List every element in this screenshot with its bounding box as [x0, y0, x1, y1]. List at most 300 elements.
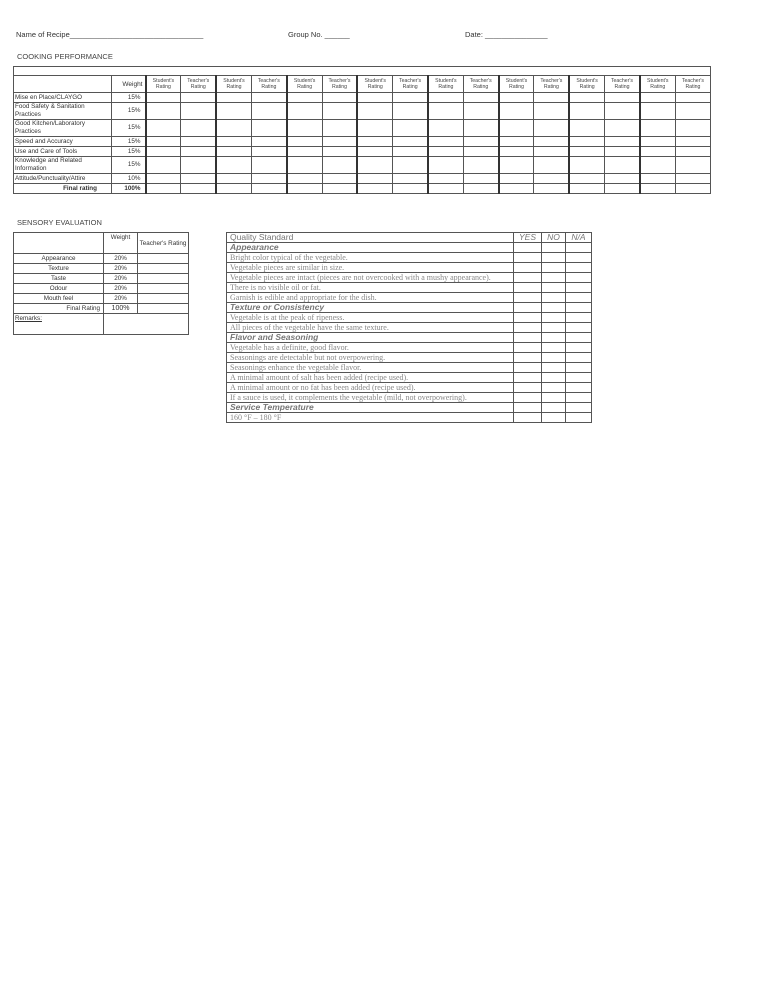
teacher-rating-cell[interactable]: [605, 157, 640, 174]
final-rating-label: Final rating: [14, 184, 112, 194]
student-rating-cell[interactable]: [569, 174, 604, 184]
section-blank-cell: [566, 243, 592, 253]
student-rating-cell[interactable]: [146, 157, 181, 174]
teacher-final-cell[interactable]: [393, 184, 428, 194]
student-rating-cell[interactable]: [640, 103, 675, 120]
teacher-rating-cell[interactable]: [251, 147, 286, 157]
student-rating-cell[interactable]: [640, 93, 675, 103]
student-final-cell[interactable]: [216, 184, 251, 194]
teacher-rating-cell[interactable]: [605, 174, 640, 184]
student-rating-cell[interactable]: [569, 93, 604, 103]
perf-criterion: Speed and Accuracy: [14, 137, 112, 147]
teacher-final-cell[interactable]: [181, 184, 216, 194]
quality-criterion: Garnish is edible and appropriate for the dish.: [227, 293, 514, 303]
teacher-rating-header: Teacher's Rating: [181, 76, 216, 93]
teacher-rating-header: Teacher's Rating: [534, 76, 569, 93]
teacher-rating-cell[interactable]: [181, 103, 216, 120]
no-checkbox[interactable]: [542, 393, 566, 403]
qual-section-row: [227, 403, 592, 413]
teacher-rating-cell[interactable]: [463, 174, 498, 184]
student-rating-cell[interactable]: [146, 147, 181, 157]
teacher-final-cell[interactable]: [463, 184, 498, 194]
yes-checkbox[interactable]: [514, 313, 542, 323]
sens-criterion: Odour: [14, 284, 104, 294]
sens-criteria-header: [14, 233, 104, 254]
student-rating-cell[interactable]: [216, 120, 251, 137]
student-rating-cell[interactable]: [499, 137, 534, 147]
yes-checkbox[interactable]: [514, 413, 542, 423]
teacher-rating-cell[interactable]: [463, 157, 498, 174]
teacher-rating-cell[interactable]: [393, 137, 428, 147]
teacher-rating-cell[interactable]: [251, 137, 286, 147]
quality-section-title: Texture or Consistency: [227, 303, 514, 313]
student-rating-cell[interactable]: [640, 174, 675, 184]
teacher-rating-cell[interactable]: [534, 120, 569, 137]
sens-weight: 20%: [104, 254, 138, 264]
teacher-rating-cell[interactable]: [534, 147, 569, 157]
qual-section-row: [227, 303, 592, 313]
no-checkbox[interactable]: [542, 363, 566, 373]
sens-header-row: [14, 233, 189, 254]
teacher-rating-cell[interactable]: [251, 103, 286, 120]
section-blank-cell: [542, 403, 566, 413]
student-rating-cell[interactable]: [499, 103, 534, 120]
yes-checkbox[interactable]: [514, 293, 542, 303]
perf-row: [14, 174, 711, 184]
sens-weight-header: Weight: [104, 233, 138, 254]
student-rating-cell[interactable]: [357, 93, 392, 103]
no-header: NO: [542, 233, 566, 243]
quality-criterion: 160 °F – 180 °F: [227, 413, 514, 423]
perf-header-row: [14, 76, 711, 93]
student-rating-cell[interactable]: [287, 120, 322, 137]
cooking-performance-title: COOKING PERFORMANCE: [17, 52, 113, 61]
student-rating-cell[interactable]: [357, 120, 392, 137]
qual-header-row: [227, 233, 592, 243]
student-rating-cell[interactable]: [146, 120, 181, 137]
student-final-cell[interactable]: [428, 184, 463, 194]
teacher-rating-cell[interactable]: [322, 174, 357, 184]
quality-standard-header: Quality Standard: [227, 233, 514, 243]
yes-checkbox[interactable]: [514, 373, 542, 383]
sens-criterion: Taste: [14, 274, 104, 284]
student-rating-cell[interactable]: [146, 137, 181, 147]
student-rating-cell[interactable]: [357, 103, 392, 120]
qual-item-row: [227, 343, 592, 353]
student-rating-cell[interactable]: [216, 137, 251, 147]
no-checkbox[interactable]: [542, 383, 566, 393]
na-checkbox[interactable]: [566, 273, 592, 283]
teacher-rating-cell[interactable]: [181, 93, 216, 103]
student-rating-cell[interactable]: [287, 103, 322, 120]
perf-weight: 15%: [112, 103, 146, 120]
quality-criterion: Vegetable is at the peak of ripeness.: [227, 313, 514, 323]
teacher-rating-cell[interactable]: [534, 157, 569, 174]
perf-row: [14, 147, 711, 157]
student-rating-cell[interactable]: [428, 174, 463, 184]
na-checkbox[interactable]: [566, 343, 592, 353]
final-rating-weight: 100%: [112, 184, 146, 194]
section-blank-cell: [514, 303, 542, 313]
no-checkbox[interactable]: [542, 313, 566, 323]
teacher-rating-cell[interactable]: [322, 103, 357, 120]
student-rating-cell[interactable]: [569, 103, 604, 120]
student-rating-cell[interactable]: [569, 137, 604, 147]
student-rating-cell[interactable]: [287, 157, 322, 174]
yes-checkbox[interactable]: [514, 343, 542, 353]
student-rating-cell[interactable]: [146, 93, 181, 103]
qual-item-row: [227, 283, 592, 293]
qual-item-row: [227, 363, 592, 373]
quality-criterion: Vegetable pieces are similar in size.: [227, 263, 514, 273]
teacher-rating-cell[interactable]: [675, 137, 711, 147]
perf-weight: 15%: [112, 120, 146, 137]
na-checkbox[interactable]: [566, 253, 592, 263]
na-checkbox[interactable]: [566, 353, 592, 363]
yes-checkbox[interactable]: [514, 383, 542, 393]
student-rating-cell[interactable]: [569, 157, 604, 174]
student-rating-cell[interactable]: [357, 157, 392, 174]
sens-row: [14, 274, 189, 284]
perf-row: [14, 93, 711, 103]
student-final-cell[interactable]: [499, 184, 534, 194]
no-checkbox[interactable]: [542, 413, 566, 423]
quality-section-title: Flavor and Seasoning: [227, 333, 514, 343]
student-rating-cell[interactable]: [216, 93, 251, 103]
student-rating-header: Student's Rating: [216, 76, 251, 93]
teacher-rating-cell[interactable]: [675, 147, 711, 157]
yes-checkbox[interactable]: [514, 393, 542, 403]
quality-criterion: Vegetable has a definite, good flavor.: [227, 343, 514, 353]
teacher-rating-cell[interactable]: [393, 120, 428, 137]
perf-criterion: Use and Care of Tools: [14, 147, 112, 157]
student-final-cell[interactable]: [640, 184, 675, 194]
teacher-rating-cell[interactable]: [251, 174, 286, 184]
sens-row: [14, 284, 189, 294]
section-blank-cell: [542, 303, 566, 313]
section-blank-cell: [542, 333, 566, 343]
sens-weight: 20%: [104, 274, 138, 284]
group-number-field[interactable]: Group No. ______: [288, 30, 350, 39]
teacher-rating-cell[interactable]: [675, 174, 711, 184]
student-rating-cell[interactable]: [499, 157, 534, 174]
teacher-rating-cell[interactable]: [605, 137, 640, 147]
student-rating-cell[interactable]: [287, 93, 322, 103]
student-rating-cell[interactable]: [287, 147, 322, 157]
sens-rating-cell[interactable]: [138, 294, 189, 304]
student-final-cell[interactable]: [357, 184, 392, 194]
sens-row: [14, 264, 189, 274]
perf-row: [14, 120, 711, 137]
teacher-rating-header: Teacher's Rating: [322, 76, 357, 93]
yes-checkbox[interactable]: [514, 353, 542, 363]
sens-remarks-row: [14, 314, 189, 335]
no-checkbox[interactable]: [542, 283, 566, 293]
sens-weight: 20%: [104, 294, 138, 304]
section-blank-cell: [514, 403, 542, 413]
na-checkbox[interactable]: [566, 383, 592, 393]
yes-header: YES: [514, 233, 542, 243]
student-rating-header: Student's Rating: [428, 76, 463, 93]
quality-standard-table: [226, 232, 592, 423]
student-final-cell[interactable]: [287, 184, 322, 194]
perf-row: [14, 103, 711, 120]
sens-final-cell[interactable]: [138, 304, 189, 314]
quality-criterion: A minimal amount of salt has been added (recipe used).: [227, 373, 514, 383]
qual-item-row: [227, 313, 592, 323]
recipe-name-field[interactable]: Name of Recipe________________________________: [16, 30, 204, 39]
section-blank-cell: [542, 243, 566, 253]
quality-criterion: Seasonings enhance the vegetable flavor.: [227, 363, 514, 373]
teacher-rating-cell[interactable]: [181, 137, 216, 147]
teacher-rating-cell[interactable]: [534, 174, 569, 184]
teacher-rating-cell[interactable]: [322, 137, 357, 147]
perf-criterion: Mise en Place/CLAYGO: [14, 93, 112, 103]
teacher-rating-cell[interactable]: [463, 137, 498, 147]
teacher-rating-cell[interactable]: [393, 103, 428, 120]
student-rating-cell[interactable]: [216, 157, 251, 174]
sens-final-weight: 100%: [104, 304, 138, 314]
na-checkbox[interactable]: [566, 293, 592, 303]
student-rating-cell[interactable]: [640, 137, 675, 147]
teacher-rating-header: Teacher's Rating: [675, 76, 711, 93]
quality-criterion: If a sauce is used, it complements the vegetable (mild, not overpowering).: [227, 393, 514, 403]
student-rating-header: Student's Rating: [499, 76, 534, 93]
teacher-rating-cell[interactable]: [534, 137, 569, 147]
teacher-rating-cell[interactable]: [463, 103, 498, 120]
perf-weight: 15%: [112, 137, 146, 147]
student-rating-cell[interactable]: [357, 137, 392, 147]
teacher-rating-cell[interactable]: [675, 157, 711, 174]
teacher-rating-cell[interactable]: [181, 157, 216, 174]
perf-criterion: Good Kitchen/Laboratory Practices: [14, 120, 112, 137]
teacher-rating-cell[interactable]: [251, 157, 286, 174]
teacher-rating-cell[interactable]: [181, 174, 216, 184]
na-checkbox[interactable]: [566, 283, 592, 293]
teacher-final-cell[interactable]: [534, 184, 569, 194]
section-blank-cell: [566, 403, 592, 413]
teacher-final-cell[interactable]: [322, 184, 357, 194]
teacher-rating-cell[interactable]: [393, 157, 428, 174]
teacher-rating-cell[interactable]: [322, 147, 357, 157]
teacher-final-cell[interactable]: [251, 184, 286, 194]
section-blank-cell: [566, 303, 592, 313]
teacher-rating-header: Teacher's Rating: [393, 76, 428, 93]
quality-criterion: Vegetable pieces are intact (pieces are not overcooked with a mushy appearance).: [227, 273, 514, 283]
perf-weight: 10%: [112, 174, 146, 184]
teacher-rating-cell[interactable]: [675, 103, 711, 120]
teacher-rating-cell[interactable]: [393, 93, 428, 103]
teacher-rating-cell[interactable]: [534, 93, 569, 103]
perf-top-blank: [14, 67, 711, 76]
perf-top-row: [14, 67, 711, 76]
qual-item-row: [227, 263, 592, 273]
teacher-rating-cell[interactable]: [181, 147, 216, 157]
student-rating-cell[interactable]: [499, 174, 534, 184]
teacher-rating-cell[interactable]: [251, 93, 286, 103]
quality-section-title: Service Temperature: [227, 403, 514, 413]
criteria-header-cell: [14, 76, 112, 93]
teacher-rating-cell[interactable]: [393, 147, 428, 157]
no-checkbox[interactable]: [542, 373, 566, 383]
student-rating-cell[interactable]: [146, 103, 181, 120]
qual-item-row: [227, 253, 592, 263]
student-rating-cell[interactable]: [216, 103, 251, 120]
no-checkbox[interactable]: [542, 353, 566, 363]
perf-weight: 15%: [112, 93, 146, 103]
yes-checkbox[interactable]: [514, 273, 542, 283]
student-rating-cell[interactable]: [216, 174, 251, 184]
no-checkbox[interactable]: [542, 253, 566, 263]
teacher-rating-cell[interactable]: [675, 120, 711, 137]
na-checkbox[interactable]: [566, 313, 592, 323]
sens-criterion: Texture: [14, 264, 104, 274]
sens-criterion: Appearance: [14, 254, 104, 264]
no-checkbox[interactable]: [542, 343, 566, 353]
teacher-rating-cell[interactable]: [322, 157, 357, 174]
qual-item-row: [227, 293, 592, 303]
no-checkbox[interactable]: [542, 323, 566, 333]
yes-checkbox[interactable]: [514, 263, 542, 273]
sens-row: [14, 294, 189, 304]
perf-row: [14, 137, 711, 147]
sens-rating-cell[interactable]: [138, 274, 189, 284]
student-rating-cell[interactable]: [357, 147, 392, 157]
na-checkbox[interactable]: [566, 413, 592, 423]
perf-final-row: [14, 184, 711, 194]
student-rating-cell[interactable]: [428, 103, 463, 120]
na-checkbox[interactable]: [566, 393, 592, 403]
student-final-cell[interactable]: [146, 184, 181, 194]
sensory-evaluation-title: SENSORY EVALUATION: [17, 218, 102, 227]
qual-item-row: [227, 393, 592, 403]
teacher-rating-cell[interactable]: [181, 120, 216, 137]
sens-teacher-header: Teacher's Rating: [138, 233, 189, 254]
yes-checkbox[interactable]: [514, 363, 542, 373]
sens-row: [14, 254, 189, 264]
yes-checkbox[interactable]: [514, 253, 542, 263]
perf-row: [14, 157, 711, 174]
na-checkbox[interactable]: [566, 323, 592, 333]
sens-weight: 20%: [104, 284, 138, 294]
yes-checkbox[interactable]: [514, 283, 542, 293]
qual-item-row: [227, 273, 592, 283]
sens-final-label: Final Rating: [14, 304, 104, 314]
quality-criterion: There is no visible oil or fat.: [227, 283, 514, 293]
no-checkbox[interactable]: [542, 273, 566, 283]
perf-criterion: Knowledge and Related Information: [14, 157, 112, 174]
student-rating-cell[interactable]: [499, 93, 534, 103]
student-rating-cell[interactable]: [428, 157, 463, 174]
student-rating-cell[interactable]: [569, 147, 604, 157]
na-checkbox[interactable]: [566, 263, 592, 273]
teacher-rating-cell[interactable]: [534, 103, 569, 120]
teacher-rating-header: Teacher's Rating: [463, 76, 498, 93]
student-rating-cell[interactable]: [287, 174, 322, 184]
na-checkbox[interactable]: [566, 373, 592, 383]
quality-criterion: All pieces of the vegetable have the same texture.: [227, 323, 514, 333]
teacher-rating-cell[interactable]: [605, 147, 640, 157]
teacher-rating-cell[interactable]: [322, 93, 357, 103]
qual-section-row: [227, 243, 592, 253]
student-rating-cell[interactable]: [428, 147, 463, 157]
teacher-rating-cell[interactable]: [463, 147, 498, 157]
teacher-rating-cell[interactable]: [605, 120, 640, 137]
sens-weight: 20%: [104, 264, 138, 274]
sensory-evaluation-table: [13, 232, 189, 335]
sens-rating-cell[interactable]: [138, 254, 189, 264]
yes-checkbox[interactable]: [514, 323, 542, 333]
teacher-final-cell[interactable]: [675, 184, 711, 194]
no-checkbox[interactable]: [542, 263, 566, 273]
na-header: N/A: [566, 233, 592, 243]
qual-item-row: [227, 413, 592, 423]
sens-rating-cell[interactable]: [138, 264, 189, 274]
teacher-rating-cell[interactable]: [675, 93, 711, 103]
date-field[interactable]: Date: _______________: [465, 30, 548, 39]
student-rating-cell[interactable]: [640, 120, 675, 137]
teacher-rating-cell[interactable]: [463, 120, 498, 137]
quality-criterion: A minimal amount or no fat has been added (recipe used).: [227, 383, 514, 393]
qual-item-row: [227, 383, 592, 393]
student-rating-header: Student's Rating: [357, 76, 392, 93]
student-rating-cell[interactable]: [428, 120, 463, 137]
student-rating-cell[interactable]: [640, 157, 675, 174]
student-rating-cell[interactable]: [428, 137, 463, 147]
student-rating-cell[interactable]: [428, 93, 463, 103]
teacher-rating-cell[interactable]: [605, 93, 640, 103]
teacher-rating-cell[interactable]: [605, 103, 640, 120]
teacher-rating-cell[interactable]: [251, 120, 286, 137]
sens-rating-cell[interactable]: [138, 284, 189, 294]
quality-section-title: Appearance: [227, 243, 514, 253]
perf-weight: 15%: [112, 157, 146, 174]
student-rating-cell[interactable]: [146, 174, 181, 184]
teacher-rating-cell[interactable]: [393, 174, 428, 184]
qual-item-row: [227, 323, 592, 333]
teacher-final-cell[interactable]: [605, 184, 640, 194]
qual-section-row: [227, 333, 592, 343]
teacher-rating-header: Teacher's Rating: [605, 76, 640, 93]
teacher-rating-cell[interactable]: [463, 93, 498, 103]
no-checkbox[interactable]: [542, 293, 566, 303]
section-blank-cell: [514, 243, 542, 253]
student-rating-header: Student's Rating: [287, 76, 322, 93]
student-rating-cell[interactable]: [287, 137, 322, 147]
na-checkbox[interactable]: [566, 363, 592, 373]
student-rating-cell[interactable]: [640, 147, 675, 157]
student-rating-cell[interactable]: [357, 174, 392, 184]
cooking-performance-table: [13, 66, 711, 194]
perf-criterion: Food Safety & Sanitation Practices: [14, 103, 112, 120]
student-rating-cell[interactable]: [499, 147, 534, 157]
student-rating-cell[interactable]: [569, 120, 604, 137]
perf-criterion: Attitude/Punctuality/Attire: [14, 174, 112, 184]
student-rating-header: Student's Rating: [146, 76, 181, 93]
section-blank-cell: [566, 333, 592, 343]
section-blank-cell: [514, 333, 542, 343]
remarks-label: Remarks:: [14, 314, 104, 335]
weight-header: Weight: [112, 76, 146, 93]
student-final-cell[interactable]: [569, 184, 604, 194]
quality-criterion: Bright color typical of the vegetable.: [227, 253, 514, 263]
remarks-input[interactable]: [104, 314, 189, 335]
qual-item-row: [227, 353, 592, 363]
student-rating-header: Student's Rating: [640, 76, 675, 93]
teacher-rating-cell[interactable]: [322, 120, 357, 137]
student-rating-cell[interactable]: [216, 147, 251, 157]
student-rating-cell[interactable]: [499, 120, 534, 137]
